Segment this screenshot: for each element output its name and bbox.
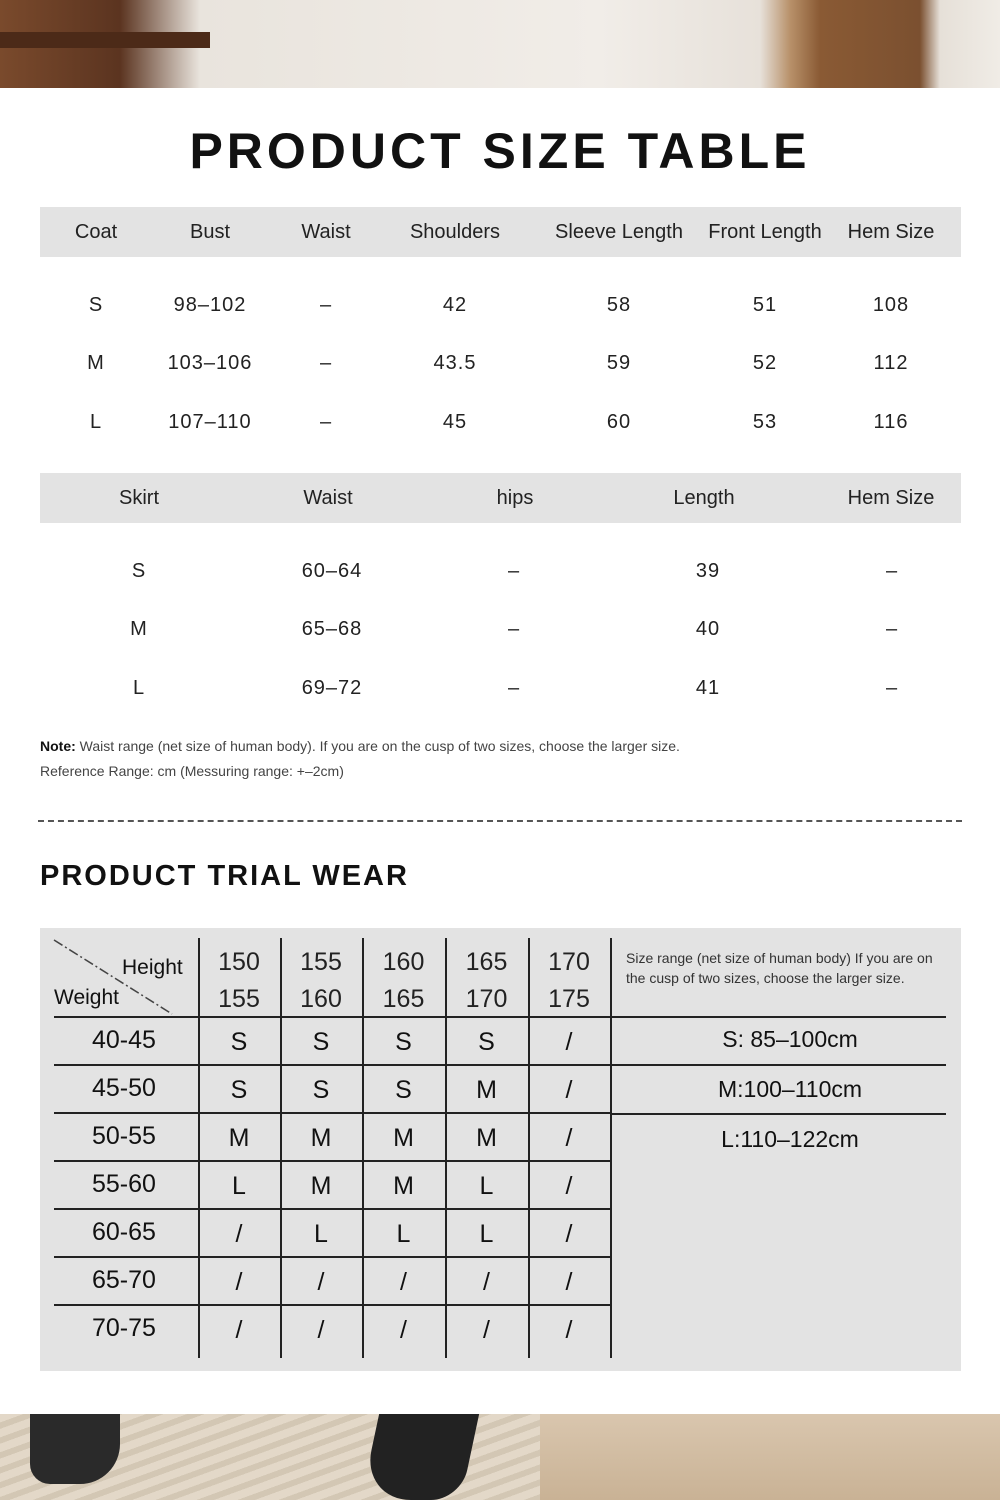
- height-from: 160: [382, 948, 425, 976]
- grid-line: [54, 1160, 610, 1162]
- height-from: 165: [465, 948, 508, 976]
- skirt-table-cell: 69–72: [301, 677, 363, 699]
- size-recommendation: /: [565, 1028, 573, 1056]
- height-from: 170: [548, 948, 590, 976]
- grid-line: [198, 938, 200, 1358]
- section-divider: [38, 820, 962, 822]
- grid-line: [54, 1064, 610, 1066]
- skirt-header-cell: Waist: [303, 487, 353, 509]
- coat-table-cell: S: [88, 294, 104, 316]
- skirt-table-header: [40, 473, 961, 523]
- coat-table-cell: –: [319, 352, 333, 374]
- size-recommendation: S: [230, 1076, 248, 1104]
- grid-line: [280, 938, 282, 1358]
- size-recommendation: /: [400, 1268, 407, 1296]
- height-from: 150: [218, 948, 260, 976]
- note-text: Waist range (net size of human body). If you are on the cusp of two sizes, choose the larger size.: [75, 738, 680, 754]
- grid-line: [54, 1112, 610, 1114]
- size-recommendation: /: [565, 1172, 573, 1200]
- skirt-table-cell: 39: [695, 560, 721, 582]
- corner-height-label: Height: [122, 956, 183, 979]
- size-range-note: Size range (net size of human body) If you are on the cusp of two sizes, choose the larger size.: [626, 950, 933, 986]
- skirt-table-cell: M: [130, 618, 148, 640]
- weight-label: 50-55: [92, 1122, 156, 1150]
- size-recommendation: /: [565, 1316, 573, 1344]
- height-to: 170: [465, 985, 508, 1013]
- coat-header-cell: Sleeve Length: [555, 221, 683, 243]
- coat-header-cell: Bust: [189, 221, 231, 243]
- size-recommendation: L: [314, 1220, 328, 1248]
- size-recommendation: S: [312, 1076, 330, 1104]
- size-recommendation: S: [395, 1076, 412, 1104]
- trial-wear-table: [40, 928, 961, 1371]
- coat-table-cell: –: [319, 411, 333, 433]
- skirt-table-cell: 41: [695, 677, 721, 699]
- size-recommendation: /: [565, 1076, 573, 1104]
- size-recommendation: /: [565, 1220, 573, 1248]
- height-from: 155: [300, 948, 342, 976]
- grid-line: [610, 1113, 946, 1115]
- coat-table-cell: 103–106: [167, 352, 253, 374]
- note-label: Note:: [40, 738, 76, 754]
- coat-header-cell: Front Length: [708, 221, 822, 243]
- trial-wear-title: PRODUCT TRIAL WEAR: [40, 860, 409, 892]
- weight-label: 40-45: [92, 1026, 156, 1054]
- size-recommendation: S: [478, 1028, 495, 1056]
- height-header: [300, 948, 342, 1014]
- coat-table-cell: 116: [873, 411, 909, 433]
- coat-table-cell: 58: [606, 294, 632, 316]
- grid-line: [362, 938, 364, 1358]
- shelf-decoration: [0, 32, 210, 48]
- weight-label: 65-70: [92, 1266, 156, 1294]
- height-to: 165: [382, 985, 425, 1013]
- size-recommendation: L: [232, 1172, 246, 1200]
- skirt-table-cell: 65–68: [301, 618, 363, 640]
- skirt-header-cell: Hem Size: [847, 487, 935, 509]
- skirt-table-cell: S: [131, 560, 147, 582]
- skirt-table-cell: –: [885, 677, 899, 699]
- size-range: L:110–122cm: [721, 1126, 859, 1152]
- coat-table-cell: 59: [606, 352, 632, 374]
- size-recommendation: M: [310, 1124, 332, 1152]
- size-recommendation: /: [565, 1124, 573, 1152]
- grid-line: [610, 1016, 946, 1018]
- size-range: M:100–110cm: [717, 1076, 863, 1102]
- size-recommendation: L: [479, 1172, 494, 1200]
- grid-line: [54, 1208, 610, 1210]
- skirt-header-cell: hips: [496, 487, 534, 509]
- size-recommendation: S: [230, 1028, 248, 1056]
- coat-header-cell: Hem Size: [847, 221, 935, 243]
- height-to: 160: [300, 985, 342, 1013]
- skirt-table-cell: –: [507, 618, 521, 640]
- skirt-table-cell: 60–64: [301, 560, 363, 582]
- coat-table-cell: 98–102: [173, 294, 247, 316]
- size-recommendation: /: [235, 1316, 243, 1344]
- reference-range: Reference Range: cm (Messuring range: +–2cm): [40, 763, 344, 779]
- skirt-table-cell: –: [507, 677, 521, 699]
- grid-line: [54, 1016, 610, 1018]
- coat-header-cell: Shoulders: [409, 221, 501, 243]
- weight-label: 55-60: [92, 1170, 156, 1198]
- size-recommendation: /: [400, 1316, 407, 1344]
- size-note: [40, 738, 680, 754]
- size-recommendation: L: [479, 1220, 494, 1248]
- size-recommendation: M: [393, 1172, 414, 1200]
- size-recommendation: /: [483, 1316, 490, 1344]
- skirt-table-cell: L: [132, 677, 146, 699]
- height-to: 155: [218, 985, 260, 1013]
- background-photo-top: [0, 0, 1000, 88]
- height-header: [383, 948, 425, 1014]
- size-range: S: 85–100cm: [722, 1026, 858, 1052]
- size-recommendation: /: [317, 1316, 325, 1344]
- size-recommendation: S: [395, 1028, 412, 1056]
- size-recommendation: /: [235, 1220, 243, 1248]
- size-recommendation: M: [476, 1076, 497, 1104]
- size-recommendation: L: [396, 1220, 411, 1248]
- coat-table-cell: 107–110: [168, 411, 252, 433]
- background-photo-bottom: [0, 1414, 1000, 1500]
- grid-line: [54, 1304, 610, 1306]
- coat-table-cell: 112: [873, 352, 909, 374]
- size-recommendation: /: [483, 1268, 490, 1296]
- size-recommendation: M: [228, 1124, 250, 1152]
- skirt-header-cell: Skirt: [119, 487, 159, 509]
- size-recommendation: M: [476, 1124, 497, 1152]
- page-title: PRODUCT SIZE TABLE: [189, 123, 811, 179]
- boot-decoration: [30, 1414, 120, 1484]
- skirt-header-cell: Length: [673, 487, 735, 509]
- coat-table-cell: 108: [872, 294, 910, 316]
- grid-line: [528, 938, 530, 1358]
- skirt-table-cell: 40: [695, 618, 721, 640]
- grid-line: [610, 938, 612, 1358]
- coat-table-cell: 45: [442, 411, 468, 433]
- size-recommendation: M: [310, 1172, 332, 1200]
- coat-table-cell: 43.5: [433, 352, 477, 374]
- skirt-table-cell: –: [885, 618, 899, 640]
- size-recommendation: S: [312, 1028, 330, 1056]
- skirt-table-cell: –: [507, 560, 521, 582]
- coat-header-cell: Waist: [301, 221, 351, 243]
- grid-line: [445, 938, 447, 1358]
- corner-weight-label: Weight: [54, 986, 119, 1009]
- size-recommendation: /: [235, 1268, 243, 1296]
- size-chart-card: [0, 88, 1000, 1414]
- size-recommendation: /: [317, 1268, 325, 1296]
- height-header: [218, 948, 260, 1014]
- coat-header-cell: Coat: [74, 221, 118, 243]
- size-recommendation: M: [393, 1124, 414, 1152]
- coat-table-cell: M: [87, 352, 105, 374]
- coat-table-cell: 51: [752, 294, 778, 316]
- size-recommendation: /: [565, 1268, 573, 1296]
- coat-table-cell: 52: [752, 352, 778, 374]
- height-header: [548, 948, 590, 1014]
- grid-line: [610, 1064, 946, 1066]
- skirt-table-cell: –: [885, 560, 899, 582]
- weight-label: 60-65: [92, 1218, 156, 1246]
- coat-table-cell: 53: [752, 411, 778, 433]
- height-header: [466, 948, 508, 1014]
- coat-table-cell: L: [89, 411, 103, 433]
- grid-line: [54, 1256, 610, 1258]
- coat-table-cell: 42: [442, 294, 468, 316]
- weight-label: 70-75: [92, 1314, 156, 1342]
- weight-label: 45-50: [92, 1074, 156, 1102]
- coat-table-header: [40, 207, 961, 257]
- height-to: 175: [548, 985, 590, 1013]
- coat-table-cell: 60: [606, 411, 632, 433]
- coat-table-cell: –: [319, 294, 333, 316]
